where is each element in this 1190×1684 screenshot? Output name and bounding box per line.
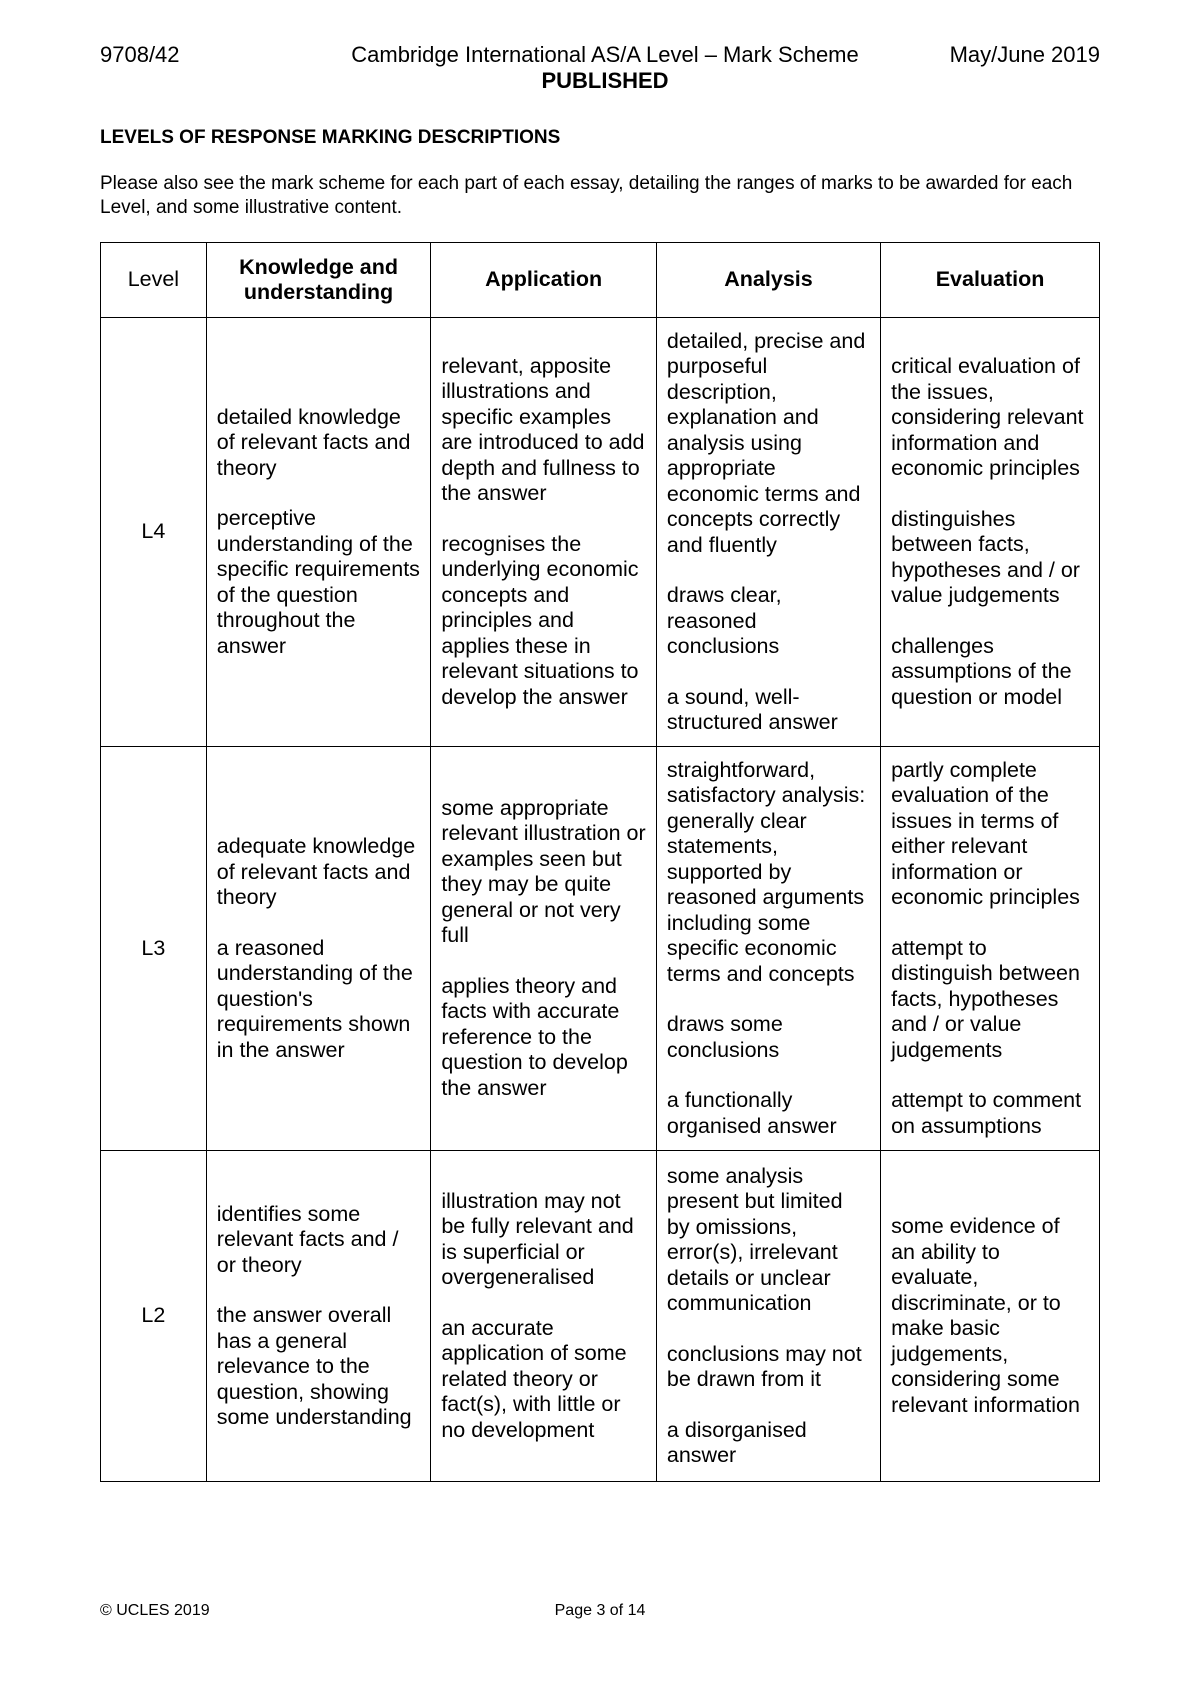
descriptor: the answer overall has a general relevance to the question, showing some understanding	[216, 1303, 412, 1429]
analysis-cell	[656, 318, 880, 747]
descriptor: applies theory and facts with accurate reference to the question to develop the answer	[441, 973, 628, 1100]
table-row	[101, 747, 1100, 1151]
descriptor: perceptive understanding of the specific requirements of the question throughout the answer	[216, 506, 420, 658]
header-knowledge: Knowledge and understanding	[206, 243, 431, 318]
descriptor: conclusions may not be drawn from it	[666, 1341, 862, 1391]
section-title: LEVELS OF RESPONSE MARKING DESCRIPTIONS	[100, 127, 561, 148]
descriptor: adequate knowledge of relevant facts and theory	[216, 834, 416, 909]
levels-table	[100, 242, 1100, 1482]
level-cell: L4	[101, 318, 207, 747]
descriptor: straightforward, satisfactory analysis: generally clear statements, supported by reasoned arguments including some specific economic terms and concepts	[666, 757, 866, 986]
knowledge-cell	[206, 747, 431, 1151]
table-row	[101, 318, 1100, 747]
descriptor: a disorganised answer	[666, 1417, 807, 1467]
descriptor: draws some conclusions	[666, 1012, 783, 1062]
copyright-notice: © UCLES 2019	[100, 1602, 210, 1619]
header-application: Application	[431, 243, 657, 318]
level-cell: L3	[101, 747, 207, 1151]
descriptor: recognises the underlying economic concepts and principles and applies these in relevant situations to develop the answer	[441, 531, 639, 709]
descriptor: some analysis present but limited by omissions, error(s), irrelevant details or unclear communication	[666, 1163, 843, 1315]
descriptor: draws clear, reasoned conclusions	[666, 583, 782, 658]
knowledge-cell	[206, 318, 431, 747]
evaluation-cell	[881, 1151, 1100, 1482]
descriptor: some appropriate relevant illustration or examples seen but they may be quite general or not very full	[441, 795, 646, 948]
descriptor: critical evaluation of the issues, considering relevant information and economic principles	[891, 354, 1084, 480]
descriptor: illustration may not be fully relevant and is superficial or overgeneralised	[441, 1188, 634, 1290]
descriptor: an accurate application of some related theory or fact(s), with little or no development	[441, 1315, 627, 1442]
descriptor: relevant, apposite illustrations and specific examples are introduced to add depth and fullness to the answer	[441, 353, 645, 506]
analysis-cell	[656, 747, 880, 1151]
descriptor: a sound, well-structured answer	[666, 684, 838, 734]
descriptor: detailed knowledge of relevant facts and theory	[216, 404, 411, 480]
exam-session: May/June 2019	[949, 42, 1100, 67]
evaluation-cell	[881, 747, 1100, 1151]
header-analysis: Analysis	[656, 243, 880, 318]
descriptor: a reasoned understanding of the question's requirements shown in the answer	[216, 935, 413, 1062]
table-row	[101, 1151, 1100, 1482]
header-level: Level	[101, 243, 207, 318]
intro-paragraph: Please also see the mark scheme for each part of each essay, detailing the ranges of marks to be awarded for each Level, and some illustrative content.	[100, 173, 1073, 218]
knowledge-cell	[206, 1151, 431, 1482]
descriptor: distinguishes between facts, hypotheses and / or value judgements	[891, 506, 1080, 607]
descriptor: challenges assumptions of the question or model	[891, 633, 1072, 709]
descriptor: detailed, precise and purposeful description, explanation and analysis using appropriate economic terms and concepts correctly and fluently	[666, 328, 866, 557]
table-header-row	[101, 243, 1100, 318]
application-cell	[431, 1151, 657, 1482]
document-code: 9708/42	[100, 42, 180, 67]
header-evaluation: Evaluation	[881, 243, 1100, 318]
application-cell	[431, 318, 657, 747]
page-number: Page 3 of 14	[554, 1602, 646, 1619]
document-title: Cambridge International AS/A Level – Mark Scheme	[351, 42, 859, 67]
evaluation-cell	[881, 318, 1100, 747]
descriptor: some evidence of an ability to evaluate, discriminate, or to make basic judgements, considering some relevant information	[891, 1214, 1080, 1417]
published-label: PUBLISHED	[541, 68, 669, 93]
descriptor: identifies some relevant facts and / or theory	[216, 1201, 399, 1277]
descriptor: attempt to distinguish between facts, hypotheses and / or value judgements	[891, 935, 1080, 1062]
descriptor: partly complete evaluation of the issues in terms of either relevant information or economic principles	[891, 757, 1080, 910]
level-cell: L2	[101, 1151, 207, 1482]
analysis-cell	[656, 1151, 880, 1482]
descriptor: attempt to comment on assumptions	[891, 1088, 1082, 1138]
descriptor: a functionally organised answer	[666, 1088, 837, 1138]
application-cell	[431, 747, 657, 1151]
